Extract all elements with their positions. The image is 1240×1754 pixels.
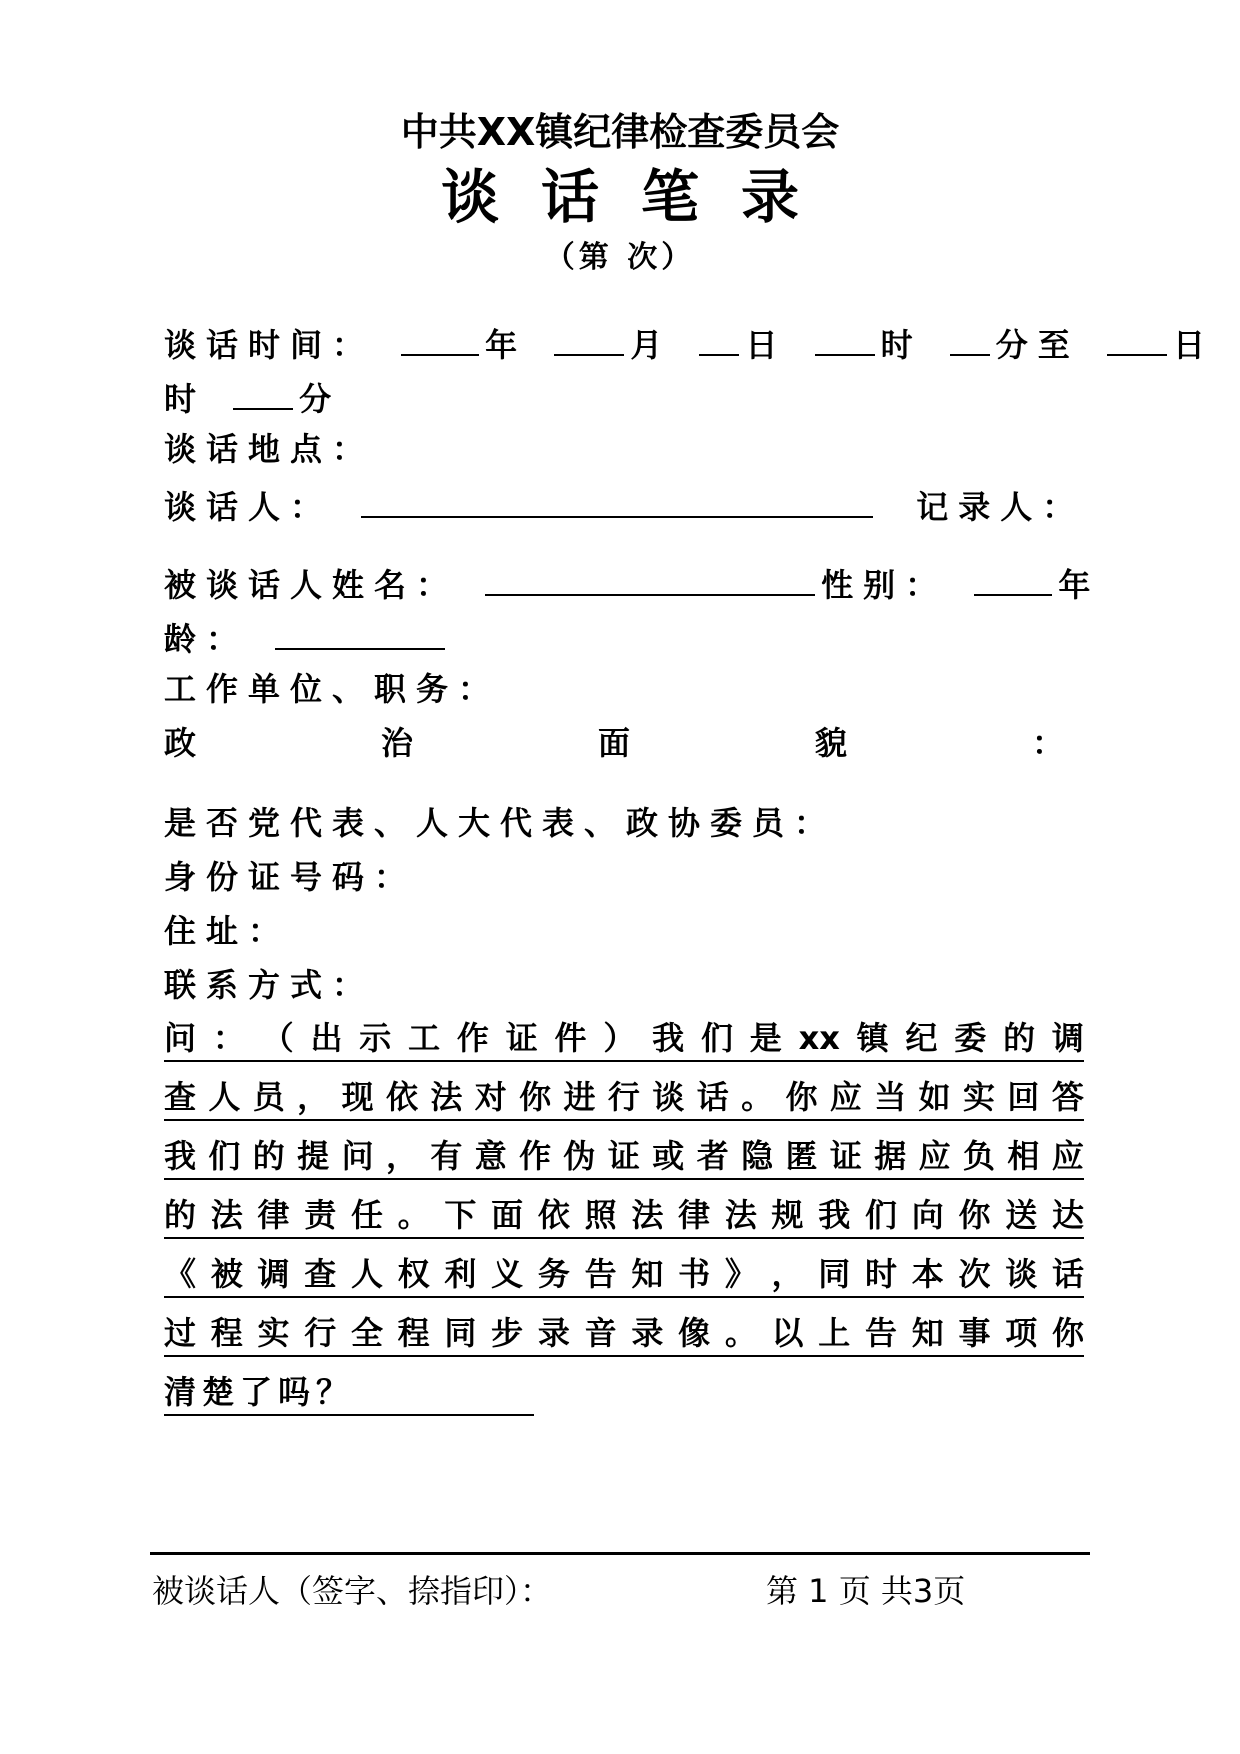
interviewer-label: 谈话人： xyxy=(164,488,333,526)
question-char: 纪 xyxy=(905,1019,938,1057)
question-char: ， xyxy=(297,1078,330,1116)
question-char: 同 xyxy=(818,1255,851,1293)
question-char: 达 xyxy=(1051,1196,1084,1234)
question-char: 应 xyxy=(1051,1137,1084,1175)
question-char: 的 xyxy=(1003,1019,1036,1057)
address-label: 住址： xyxy=(164,912,291,950)
question-char: 律 xyxy=(678,1196,711,1234)
political-colon: ： xyxy=(1031,724,1064,762)
question-char: 依 xyxy=(537,1196,570,1234)
recorder-label: 记录人： xyxy=(916,488,1085,526)
interview-place-label: 谈话地点： xyxy=(164,430,375,468)
question-char: 查 xyxy=(304,1255,337,1293)
id-number-label: 身份证号码： xyxy=(164,858,417,896)
question-char: 你 xyxy=(1051,1314,1084,1352)
question-char: 话 xyxy=(1051,1255,1084,1293)
hour-blank[interactable] xyxy=(815,320,875,356)
name-row xyxy=(164,560,1100,606)
organization-name: 中共XX镇纪律检查委员会 xyxy=(400,110,840,154)
political-char-1: 政 xyxy=(164,724,197,762)
question-char: ， xyxy=(385,1137,418,1175)
question-char: 行 xyxy=(607,1078,640,1116)
contact-row xyxy=(164,964,374,1006)
end-minute-blank[interactable] xyxy=(233,374,293,410)
question-char: 权 xyxy=(397,1255,430,1293)
question-char: 告 xyxy=(865,1314,898,1352)
question-char: 行 xyxy=(304,1314,337,1352)
end-minute-label: 分 xyxy=(299,380,342,418)
question-char: 《 xyxy=(164,1255,197,1293)
question-char: 步 xyxy=(491,1314,524,1352)
question-char: 员 xyxy=(252,1078,285,1116)
question-char: 录 xyxy=(631,1314,664,1352)
question-char: 委 xyxy=(954,1019,987,1057)
question-char: 件 xyxy=(554,1019,587,1057)
question-char: 过 xyxy=(164,1314,197,1352)
question-char: 我 xyxy=(164,1137,197,1175)
question-line xyxy=(164,1016,1084,1062)
question-char: 相 xyxy=(1007,1137,1040,1175)
question-char: 谈 xyxy=(1005,1255,1038,1293)
question-char: 匿 xyxy=(785,1137,818,1175)
question-char: 作 xyxy=(519,1137,552,1175)
representative-label: 是否党代表、人大代表、政协委员： xyxy=(164,804,837,842)
question-char: 者 xyxy=(696,1137,729,1175)
question-char: 问 xyxy=(164,1019,197,1057)
question-char: 实 xyxy=(257,1314,290,1352)
question-char: 项 xyxy=(1005,1314,1038,1352)
question-char: 照 xyxy=(584,1196,617,1234)
question-char: 全 xyxy=(350,1314,383,1352)
question-char: 程 xyxy=(210,1314,243,1352)
question-char: ， xyxy=(771,1255,804,1293)
question-char: xx xyxy=(798,1019,840,1057)
question-char: 本 xyxy=(911,1255,944,1293)
question-line xyxy=(164,1311,1084,1357)
question-char: 们 xyxy=(865,1196,898,1234)
question-char: 我 xyxy=(652,1019,685,1057)
question-char: 证 xyxy=(829,1137,862,1175)
question-char: 伪 xyxy=(563,1137,596,1175)
question-line xyxy=(164,1193,1084,1239)
question-char: 以 xyxy=(771,1314,804,1352)
gender-label: 性别： xyxy=(821,566,948,604)
political-char-3: 面 xyxy=(597,724,630,762)
question-char: 当 xyxy=(874,1078,907,1116)
representative-row xyxy=(164,802,836,844)
question-char: 谈 xyxy=(652,1078,685,1116)
political-char-2: 治 xyxy=(380,724,413,762)
question-char: 们 xyxy=(700,1019,733,1057)
question-char: 人 xyxy=(350,1255,383,1293)
question-char: 问 xyxy=(341,1137,374,1175)
question-char: 法 xyxy=(631,1196,664,1234)
question-char: 的 xyxy=(252,1137,285,1175)
question-char: 面 xyxy=(491,1196,524,1234)
question-char: 负 xyxy=(963,1137,996,1175)
question-char: 同 xyxy=(444,1314,477,1352)
question-char: 作 xyxy=(456,1019,489,1057)
question-char: 的 xyxy=(164,1196,197,1234)
question-char: 话 xyxy=(696,1078,729,1116)
interview-time-row-2 xyxy=(164,374,341,420)
question-char: 任 xyxy=(350,1196,383,1234)
question-char: 向 xyxy=(911,1196,944,1234)
question-char: 时 xyxy=(865,1255,898,1293)
question-char: 利 xyxy=(444,1255,477,1293)
question-char: （ xyxy=(261,1019,294,1057)
end-hour-label: 时 xyxy=(164,380,207,418)
question-char: 责 xyxy=(304,1196,337,1234)
question-char: 》 xyxy=(724,1255,757,1293)
question-char: 证 xyxy=(607,1137,640,1175)
question-char: 调 xyxy=(1051,1019,1084,1057)
question-char: 有 xyxy=(430,1137,463,1175)
question-char: 次 xyxy=(958,1255,991,1293)
question-char: 程 xyxy=(397,1314,430,1352)
interview-time-label: 谈话时间： xyxy=(164,326,375,364)
question-char: 对 xyxy=(474,1078,507,1116)
question-char: 书 xyxy=(678,1255,711,1293)
question-char: 规 xyxy=(771,1196,804,1234)
work-row xyxy=(164,668,500,710)
contact-label: 联系方式： xyxy=(164,966,375,1004)
month-label: 月 xyxy=(630,326,673,364)
question-char: 如 xyxy=(918,1078,951,1116)
question-char: 调 xyxy=(257,1255,290,1293)
footer-divider xyxy=(150,1552,1090,1555)
document-title: 谈话笔录 xyxy=(440,163,841,231)
address-row xyxy=(164,910,290,952)
question-char: 音 xyxy=(584,1314,617,1352)
question-char: 示 xyxy=(359,1019,392,1057)
question-char: 上 xyxy=(818,1314,851,1352)
question-char: 据 xyxy=(874,1137,907,1175)
question-char: 事 xyxy=(958,1314,991,1352)
question-char: 镇 xyxy=(856,1019,889,1057)
year-label: 年 xyxy=(485,326,528,364)
signature-label: 被谈话人（签字、捺指印）： xyxy=(152,1572,553,1610)
question-char: ： xyxy=(212,1019,245,1057)
id-number-row xyxy=(164,856,416,898)
question-char: 证 xyxy=(505,1019,538,1057)
question-char: 知 xyxy=(631,1255,664,1293)
age-blank[interactable] xyxy=(275,614,445,650)
question-char: 我 xyxy=(818,1196,851,1234)
question-char: 知 xyxy=(911,1314,944,1352)
interviewee-name-label: 被谈话人姓名： xyxy=(164,566,459,604)
question-char: 录 xyxy=(537,1314,570,1352)
political-status-row xyxy=(164,722,1064,764)
question-line xyxy=(164,1075,1084,1121)
age-label-suffix: 龄： xyxy=(164,620,249,658)
day-label: 日 xyxy=(745,326,788,364)
work-unit-label: 工作单位、职务： xyxy=(164,670,501,708)
question-char: 意 xyxy=(474,1137,507,1175)
interview-time-row xyxy=(164,320,1215,366)
question-char: 义 xyxy=(491,1255,524,1293)
minute-to-label: 分至 xyxy=(995,326,1080,364)
minute-blank[interactable] xyxy=(950,320,990,356)
question-char: 法 xyxy=(724,1196,757,1234)
question-char: 是 xyxy=(749,1019,782,1057)
question-char: 律 xyxy=(257,1196,290,1234)
question-char: 告 xyxy=(584,1255,617,1293)
end-day-label: 日 xyxy=(1172,326,1215,364)
question-char: 出 xyxy=(310,1019,343,1057)
age-row xyxy=(164,614,451,660)
question-char: 下 xyxy=(444,1196,477,1234)
gender-blank[interactable] xyxy=(974,560,1052,596)
year-blank[interactable] xyxy=(401,320,479,356)
end-day-blank[interactable] xyxy=(1107,320,1167,356)
question-char: 进 xyxy=(563,1078,596,1116)
question-char: 被 xyxy=(210,1255,243,1293)
question-char: 回 xyxy=(1007,1078,1040,1116)
interviewee-name-blank[interactable] xyxy=(485,560,815,596)
question-char: 查 xyxy=(164,1078,197,1116)
question-char: 。 xyxy=(741,1078,774,1116)
question-char: 法 xyxy=(210,1196,243,1234)
question-char: 依 xyxy=(385,1078,418,1116)
question-line xyxy=(164,1134,1084,1180)
question-char: 。 xyxy=(397,1196,430,1234)
question-char: 人 xyxy=(208,1078,241,1116)
question-last-line: 清楚了吗？ xyxy=(164,1370,534,1416)
session-number: （第 次） xyxy=(544,240,696,275)
question-char: 送 xyxy=(1005,1196,1038,1234)
question-char: 应 xyxy=(829,1078,862,1116)
question-char: 应 xyxy=(918,1137,951,1175)
interview-place-row xyxy=(164,428,374,470)
month-blank[interactable] xyxy=(554,320,624,356)
day-blank[interactable] xyxy=(699,320,739,356)
question-char: 务 xyxy=(537,1255,570,1293)
interviewer-row xyxy=(164,482,1084,528)
question-char: 们 xyxy=(208,1137,241,1175)
question-char: 法 xyxy=(430,1078,463,1116)
question-char: ） xyxy=(603,1019,636,1057)
question-char: 你 xyxy=(519,1078,552,1116)
age-label-prefix: 年 xyxy=(1058,566,1101,604)
hour-label: 时 xyxy=(880,326,923,364)
interviewer-blank[interactable] xyxy=(361,482,873,518)
question-char: 提 xyxy=(297,1137,330,1175)
question-char: 。 xyxy=(724,1314,757,1352)
page-number: 第 1 页 共3页 xyxy=(766,1572,966,1610)
question-char: 工 xyxy=(408,1019,441,1057)
question-char: 你 xyxy=(958,1196,991,1234)
question-char: 现 xyxy=(341,1078,374,1116)
question-line xyxy=(164,1252,1084,1298)
question-char: 你 xyxy=(785,1078,818,1116)
question-char: 答 xyxy=(1051,1078,1084,1116)
question-char: 或 xyxy=(652,1137,685,1175)
question-char: 像 xyxy=(678,1314,711,1352)
question-char: 实 xyxy=(963,1078,996,1116)
political-char-4: 貌 xyxy=(814,724,847,762)
question-char: 隐 xyxy=(741,1137,774,1175)
